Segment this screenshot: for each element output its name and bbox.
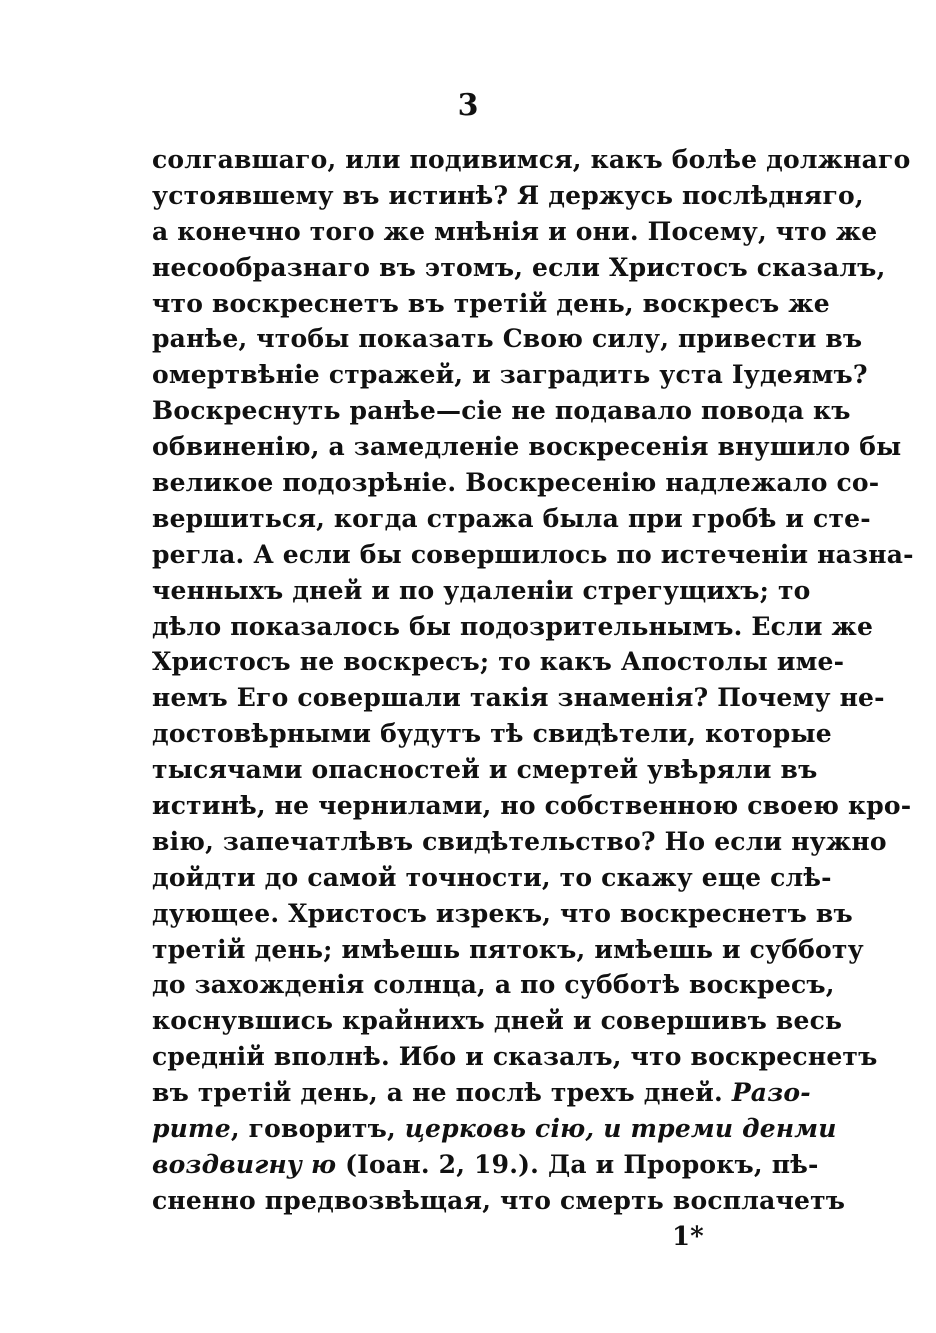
text-line: обвиненію, а замедленіе воскресенія внушило бы: [152, 432, 902, 462]
text-line: ранѣе, чтобы показать Свою силу, привести въ: [152, 324, 863, 354]
italic-quote: рите: [152, 1114, 231, 1144]
text-line: дующее. Христосъ изрекъ, что воскреснетъ въ: [152, 898, 853, 928]
text-line: сненно предвозвѣщая, что смерть восплачетъ: [152, 1185, 846, 1215]
text-line: великое подозрѣніе. Воскресенію надлежало со-: [152, 468, 880, 498]
text-line: воздвигну ю (Іоан. 2, 19.). Да и Пророкъ, пѣ-: [152, 1149, 819, 1179]
text-line: омертвѣніе стражей, и заградить уста Іудеямъ?: [152, 360, 868, 390]
text-line: Христосъ не воскресъ; то какъ Апостолы име-: [152, 647, 845, 677]
text-line: истинѣ, не чернилами, но собственною своею кро-: [152, 791, 912, 821]
text-line: ченныхъ дней и по удаленіи стрегущихъ; то: [152, 575, 811, 605]
body-text: [152, 142, 914, 1219]
text-line: солгавшаго, или подивимся, какъ болѣе должнаго: [152, 145, 911, 174]
text-line: немъ Его совершали такія знаменія? Почему не-: [152, 683, 885, 713]
text-line: третій день; имѣешь пятокъ, имѣешь и субботу: [152, 934, 864, 964]
text-line: что воскреснетъ въ третій день, воскресъ же: [152, 288, 830, 318]
text-line: устоявшему въ истинѣ? Я держусь послѣдняго,: [152, 180, 864, 210]
text-line: въ третій день, а не послѣ трехъ дней. Разо-: [152, 1078, 811, 1108]
text-line: дойдти до самой точности, то скажу еще слѣ-: [152, 862, 832, 892]
signature-mark: 1*: [672, 1222, 704, 1252]
text-line: Воскреснуть ранѣе—сіе не подавало повода къ: [152, 396, 851, 426]
text-line: а конечно того же мнѣнія и они. Посему, что же: [152, 216, 878, 246]
text-line: дѣло показалось бы подозрительнымъ. Если же: [152, 611, 874, 641]
italic-quote: воздвигну ю: [152, 1149, 337, 1179]
text-line: несообразнаго въ этомъ, если Христосъ сказалъ,: [152, 252, 886, 282]
italic-quote: Разо-: [731, 1078, 811, 1108]
text-line: вію, запечатлѣвъ свидѣтельство? Но если нужно: [152, 826, 887, 856]
text-line: вершиться, когда стража была при гробѣ и сте-: [152, 503, 871, 533]
page-number: 3: [457, 88, 479, 123]
italic-quote: церковь сію, и треми денми: [404, 1114, 837, 1144]
text-line: регла. А если бы совершилось по истеченіи назна-: [152, 539, 914, 569]
text-line: средній вполнѣ. Ибо и сказалъ, что воскреснетъ: [152, 1042, 878, 1072]
text-line: достовѣрными будутъ тѣ свидѣтели, которые: [152, 719, 832, 749]
text-line: коснувшись крайнихъ дней и совершивъ весь: [152, 1006, 843, 1036]
text-line: рите, говоритъ, церковь сію, и треми денми: [152, 1114, 837, 1144]
text-line: тысячами опасностей и смертей увѣряли въ: [152, 755, 818, 785]
text-line: до захожденія солнца, а по субботѣ воскресъ,: [152, 970, 835, 1000]
